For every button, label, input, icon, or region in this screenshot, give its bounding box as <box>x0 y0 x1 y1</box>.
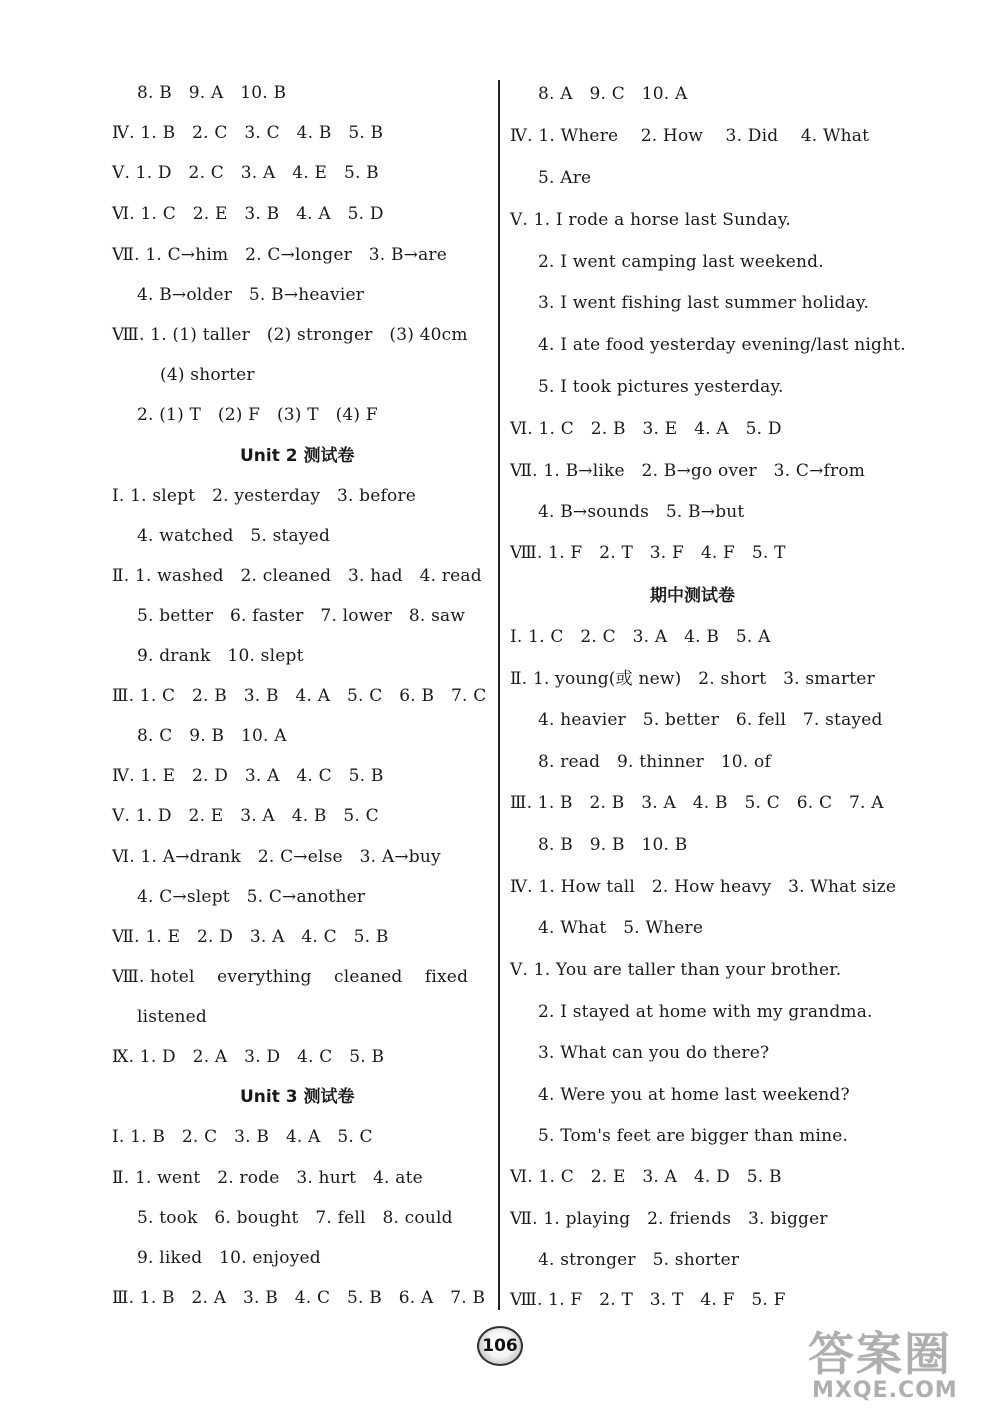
answer-line: Ⅵ. 1. C 2. E 3. B 4. A 5. D <box>112 204 384 224</box>
answer-line: Ⅷ. hotel everything cleaned fixed <box>112 967 469 987</box>
answer-line: 9. drank 10. slept <box>137 646 304 666</box>
answer-line: Ⅱ. 1. went 2. rode 3. hurt 4. ate <box>112 1168 423 1188</box>
watermark-logo <box>808 1318 993 1410</box>
answer-line: 9. liked 10. enjoyed <box>137 1248 321 1268</box>
answer-line: 4. stronger 5. shorter <box>538 1250 740 1270</box>
answer-line: Ⅰ. 1. C 2. C 3. A 4. B 5. A <box>510 627 771 647</box>
answer-line: Ⅱ. 1. washed 2. cleaned 3. had 4. read <box>112 566 482 586</box>
column-divider <box>498 80 500 1310</box>
answer-line: Ⅳ. 1. Where 2. How 3. Did 4. What <box>510 126 870 146</box>
answer-line: Ⅲ. 1. B 2. B 3. A 4. B 5. C 6. C 7. A <box>510 793 884 813</box>
answer-line: Ⅲ. 1. B 2. A 3. B 4. C 5. B 6. A 7. B <box>112 1288 486 1308</box>
answer-line: 8. read 9. thinner 10. of <box>538 752 771 772</box>
answer-line: 4. watched 5. stayed <box>137 526 331 546</box>
answer-line: Ⅷ. 1. F 2. T 3. T 4. F 5. F <box>510 1290 786 1310</box>
section-heading-midterm: 期中测试卷 <box>650 586 735 606</box>
answer-line: 2. (1) T (2) F (3) T (4) F <box>137 405 378 425</box>
answer-line: Ⅸ. 1. D 2. A 3. D 4. C 5. B <box>112 1047 385 1067</box>
answer-line: 5. Tom's feet are bigger than mine. <box>538 1126 849 1146</box>
answer-line: 4. I ate food yesterday evening/last night. <box>538 335 906 355</box>
answer-line: listened <box>137 1007 207 1027</box>
watermark-title: 答案圈 <box>808 1327 952 1381</box>
answer-line: Ⅷ. 1. (1) taller (2) stronger (3) 40cm <box>112 325 468 345</box>
answer-line: Ⅶ. 1. playing 2. friends 3. bigger <box>510 1209 828 1229</box>
watermark-url: MXQE.COM <box>812 1378 958 1403</box>
answer-line: 4. Were you at home last weekend? <box>538 1085 850 1105</box>
page-number: 106 <box>482 1336 518 1356</box>
answer-line: 5. took 6. bought 7. fell 8. could <box>137 1208 453 1228</box>
answer-line: 4. heavier 5. better 6. fell 7. stayed <box>538 710 883 730</box>
answer-line: 2. I went camping last weekend. <box>538 252 824 272</box>
answer-line: Ⅶ. 1. E 2. D 3. A 4. C 5. B <box>112 927 389 947</box>
answer-line: 8. B 9. B 10. B <box>538 835 688 855</box>
answer-line: 2. I stayed at home with my grandma. <box>538 1002 873 1022</box>
answer-line: 5. I took pictures yesterday. <box>538 377 784 397</box>
answer-line: Ⅵ. 1. C 2. E 3. A 4. D 5. B <box>510 1167 782 1187</box>
page-number-badge <box>477 1326 523 1366</box>
answer-line: Ⅵ. 1. C 2. B 3. E 4. A 5. D <box>510 419 782 439</box>
answer-line: 8. B 9. A 10. B <box>137 83 287 103</box>
answer-line: 8. C 9. B 10. A <box>137 726 287 746</box>
answer-line: 4. B→sounds 5. B→but <box>538 502 745 522</box>
answer-line: 8. A 9. C 10. A <box>538 84 688 104</box>
answer-line: Ⅴ. 1. You are taller than your brother. <box>510 960 842 980</box>
answer-line: 5. Are <box>538 168 592 188</box>
answer-line: Ⅶ. 1. B→like 2. B→go over 3. C→from <box>510 461 866 481</box>
answer-line: Ⅲ. 1. C 2. B 3. B 4. A 5. C 6. B 7. C <box>112 686 487 706</box>
answer-line: 4. C→slept 5. C→another <box>137 887 366 907</box>
answer-line: 3. What can you do there? <box>538 1043 770 1063</box>
answer-line: Ⅳ. 1. How tall 2. How heavy 3. What size <box>510 877 897 897</box>
answer-line: Ⅴ. 1. I rode a horse last Sunday. <box>510 210 792 230</box>
section-heading-unit3: Unit 3 测试卷 <box>240 1087 355 1107</box>
answer-line: Ⅰ. 1. B 2. C 3. B 4. A 5. C <box>112 1127 373 1147</box>
answer-line: Ⅴ. 1. D 2. C 3. A 4. E 5. B <box>112 163 379 183</box>
answer-line: 5. better 6. faster 7. lower 8. saw <box>137 606 466 626</box>
answer-line: 4. B→older 5. B→heavier <box>137 285 365 305</box>
answer-line: Ⅱ. 1. young(或 new) 2. short 3. smarter <box>510 669 875 689</box>
answer-line: (4) shorter <box>160 365 255 385</box>
section-heading-unit2: Unit 2 测试卷 <box>240 446 355 466</box>
answer-line: Ⅳ. 1. E 2. D 3. A 4. C 5. B <box>112 766 384 786</box>
answer-line: Ⅶ. 1. C→him 2. C→longer 3. B→are <box>112 245 447 265</box>
answer-line: Ⅳ. 1. B 2. C 3. C 4. B 5. B <box>112 123 384 143</box>
answer-line: Ⅰ. 1. slept 2. yesterday 3. before <box>112 486 417 506</box>
answer-line: 3. I went fishing last summer holiday. <box>538 293 870 313</box>
answer-line: 4. What 5. Where <box>538 918 704 938</box>
answer-line: Ⅴ. 1. D 2. E 3. A 4. B 5. C <box>112 806 379 826</box>
answer-line: Ⅵ. 1. A→drank 2. C→else 3. A→buy <box>112 847 441 867</box>
answer-line: Ⅷ. 1. F 2. T 3. F 4. F 5. T <box>510 543 786 563</box>
